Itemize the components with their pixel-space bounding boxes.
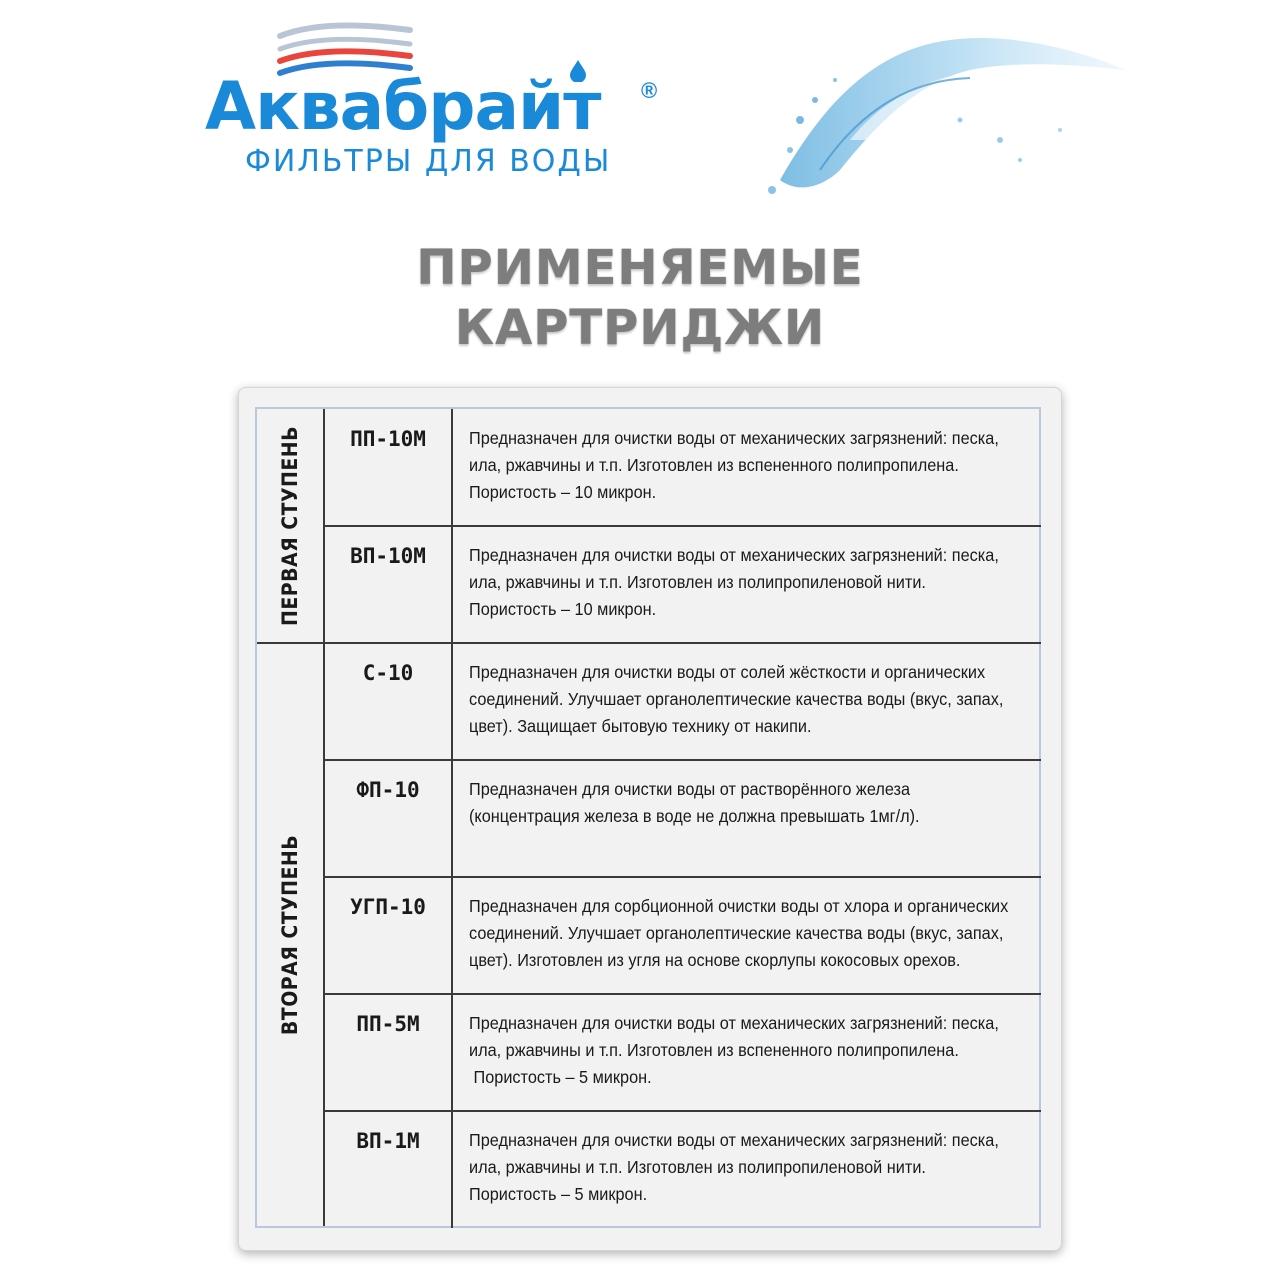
table-row [325,643,1041,760]
cartridge-code: ВП-10М [325,526,453,643]
description-line: соединений. Улучшает органолептические качества воды (вкус, запах, [469,923,1004,943]
description-line: цвет). Изготовлен из угля на основе скорлупы кокосовых орехов. [469,950,961,970]
page-title-line-2: КАРТРИДЖИ [454,300,826,356]
description-line: ила, ржавчины и т.п. Изготовлен из вспененного полипропилена. [469,1040,959,1060]
description-line: Пористость – 5 микрон. [469,1184,648,1204]
cartridge-code: С-10 [325,643,453,760]
brand-logo [205,22,675,192]
stage-label-text: ВТОРАЯ СТУПЕНЬ [278,834,302,1035]
cartridge-description [469,776,1027,830]
description-line: Предназначен для очистки воды от механических загрязнений: песка, [469,428,999,448]
description-line: Пористость – 10 микрон. [469,482,657,502]
cartridge-description [469,425,1027,506]
stage-label-first [257,409,325,643]
stage-label-second [257,643,325,1226]
table-row [325,1111,1041,1228]
description-line: Предназначен для очистки воды от механических загрязнений: песка, [469,1130,999,1150]
cartridge-description [469,542,1027,623]
table-row [325,409,1041,526]
cartridge-description [469,1127,1027,1208]
description-line: Предназначен для очистки воды от механических загрязнений: песка, [469,545,999,565]
cartridge-code: УГП-10 [325,877,453,994]
stage-label-text: ПЕРВАЯ СТУПЕНЬ [278,426,302,626]
description-line: ила, ржавчины и т.п. Изготовлен из полипропиленовой нити. [469,572,926,592]
description-line: цвет). Защищает бытовую технику от накипи. [469,716,812,736]
cartridge-description [469,659,1027,740]
description-line: Пористость – 5 микрон. [469,1067,652,1087]
cartridge-code: ПП-5М [325,994,453,1111]
table-row [325,760,1041,877]
table-row [325,994,1041,1111]
brand-tagline: ФИЛЬТРЫ ДЛЯ ВОДЫ [245,144,612,179]
cartridge-description [469,893,1027,974]
table-row [325,526,1041,643]
cartridge-table [255,407,1041,1228]
registered-mark: ® [641,78,658,103]
water-splash-image [760,20,1130,200]
description-line: Пористость – 10 микрон. [469,599,657,619]
table-row [325,877,1041,994]
page-title [0,238,1280,358]
cartridge-table-card [238,387,1062,1251]
page-title-line-1: ПРИМЕНЯЕМЫЕ [416,240,864,296]
description-line: ила, ржавчины и т.п. Изготовлен из полипропиленовой нити. [469,1157,926,1177]
description-line: Предназначен для сорбционной очистки воды от хлора и органических [469,896,1009,916]
cartridge-description [469,1010,1027,1091]
description-line: (концентрация железа в воде не должна превышать 1мг/л). [469,806,920,826]
description-line: ила, ржавчины и т.п. Изготовлен из вспененного полипропилена. [469,455,959,475]
description-line: Предназначен для очистки воды от механических загрязнений: песка, [469,1013,999,1033]
cartridge-code: ВП-1М [325,1111,453,1228]
description-line: Предназначен для очистки воды от растворённого железа [469,779,911,799]
cartridge-code: ПП-10М [325,409,453,526]
description-line: Предназначен для очистки воды от солей жёсткости и органических [469,662,986,682]
description-line: соединений. Улучшает органолептические качества воды (вкус, запах, [469,689,1004,709]
brand-name: Аквабрайт [205,68,601,145]
cartridge-code: ФП-10 [325,760,453,877]
